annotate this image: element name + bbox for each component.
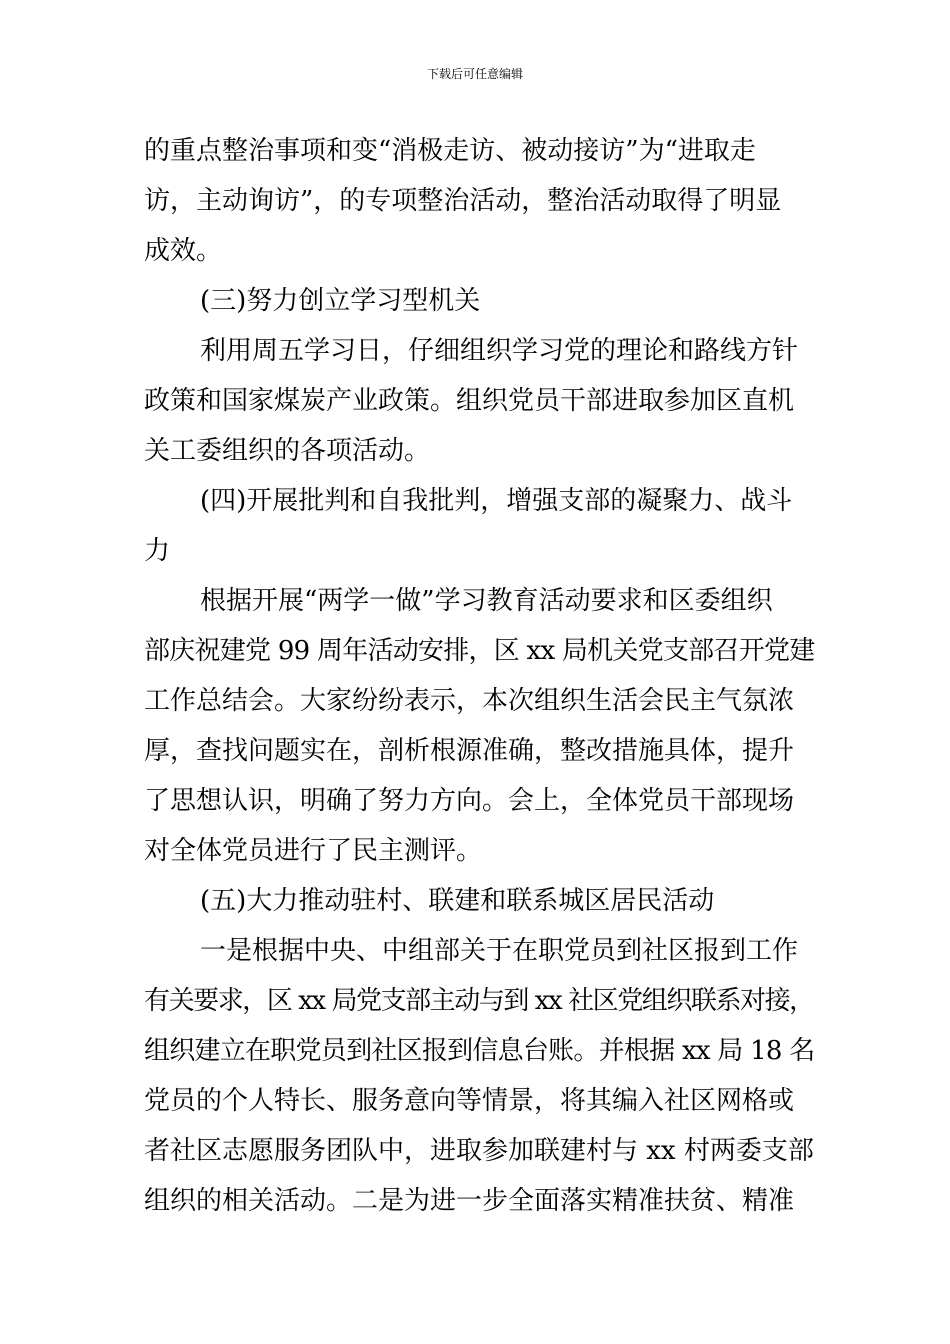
text-line: 厚，查找问题实在，剖析根源准确，整改措施具体，提升 (144, 736, 795, 766)
text-line: 组织的相关活动。二是为进一步全面落实精准扶贫、精准 (144, 1186, 795, 1216)
text-line: 了思想认识，明确了努力方向。会上，全体党员干部现场 (144, 786, 795, 816)
text-line: (五)大力推动驻村、联建和联系城区居民活动 (200, 886, 715, 916)
text-line: 的重点整治事项和变“消极走访、被动接访”为“进取走 (144, 136, 756, 166)
text-line: 对全体党员进行了民主测评。 (144, 836, 483, 866)
body-text (144, 126, 814, 1226)
text-line: 一是根据中央、中组部关于在职党员到社区报到工作 (200, 936, 799, 966)
text-line: 政策和国家煤炭产业政策。组织党员干部进取参加区直机 (144, 386, 795, 416)
text-line: (三)努力创立学习型机关 (200, 286, 481, 316)
text-line: 有关要求，区 xx 局党支部主动与到 xx 社区党组织联系对接， (144, 986, 814, 1016)
text-line: 党员的个人特长、服务意向等情景，将其编入社区网格或 (144, 1086, 795, 1116)
text-line: 组织建立在职党员到社区报到信息台账。并根据 xx 局 18 名 (144, 1036, 815, 1066)
text-line: 关工委组织的各项活动。 (144, 436, 431, 466)
text-line: (四)开展批判和自我批判，增强支部的凝聚力、战斗 (200, 486, 793, 516)
text-line: 工作总结会。大家纷纷表示，本次组织生活会民主气氛浓 (144, 686, 795, 716)
text-line: 者社区志愿服务团队中，进取参加联建村与 xx 村两委支部 (144, 1136, 814, 1166)
text-line: 根据开展“两学一做”学习教育活动要求和区委组织 (200, 586, 773, 616)
text-line: 成效。 (144, 236, 223, 266)
page-header: 下载后可任意编辑 (426, 67, 523, 81)
text-line: 访，主动询访”，的专项整治活动，整治活动取得了明显 (144, 186, 782, 216)
text-line: 部庆祝建党 99 周年活动安排，区 xx 局机关党支部召开党建 (144, 636, 815, 666)
text-line: 利用周五学习日，仔细组织学习党的理论和路线方针 (200, 336, 799, 366)
text-line: 力 (144, 536, 171, 566)
